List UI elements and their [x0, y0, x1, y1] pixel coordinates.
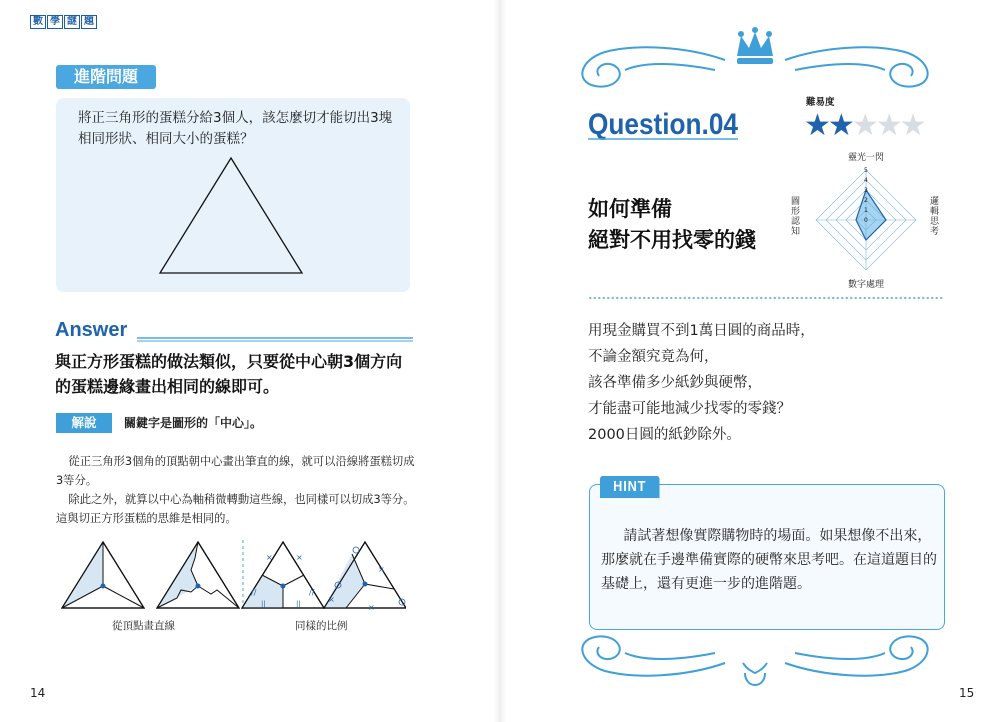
hint-text: 請試著想像實際購物時的場面。如果想像不出來，那麼就在手邊準備實際的硬幣來思考吧。在這道題目的基礎上，還有更進一步的進階題。 — [601, 528, 937, 592]
radar-scale-label: 2 — [864, 197, 868, 204]
triangle-diagram-3 — [242, 542, 324, 608]
diagram-caption: 同樣的比例 — [295, 620, 348, 632]
question-logo — [588, 98, 758, 142]
radar-scale-label: 1 — [864, 207, 868, 214]
advanced-question-text: 將正三角形的蛋糕分給3個人，該怎麼切才能切出3塊相同形狀、相同大小的蛋糕？ — [78, 110, 393, 147]
radar-axis-label: 靈光一閃 — [847, 153, 885, 163]
svg-text:×: × — [266, 553, 273, 562]
body-paragraph: 從正三角形3個角的頂點朝中心畫出筆直的線，就可以沿線將蛋糕切成3等分。 — [56, 455, 415, 487]
advanced-question-label: 進階問題 — [56, 65, 156, 89]
answer-logo — [55, 304, 415, 344]
radar-axis-label: 數字處理 — [847, 280, 885, 290]
solution-keyword: 關鍵字是圖形的「中心」。 — [124, 416, 263, 430]
difficulty-label: 難易度 — [806, 97, 835, 108]
radar-scale-label: 0 — [864, 217, 868, 224]
svg-text://: // — [309, 588, 315, 597]
page-number: 15 — [959, 686, 975, 700]
difficulty-stars — [804, 110, 924, 142]
question-text — [588, 318, 948, 448]
svg-text://: // — [251, 588, 257, 597]
series-tag-char: 謎 — [64, 15, 80, 29]
radar-scale-label: 4 — [864, 177, 868, 184]
radar-scale-label: 5 — [864, 167, 868, 174]
radar-scale-label: 3 — [864, 187, 868, 194]
question-line: 該各準備多少紙鈔與硬幣， — [588, 375, 762, 391]
svg-text:×: × — [296, 553, 303, 562]
answer-logo-text: Answer — [55, 319, 128, 341]
series-tag-char: 學 — [47, 15, 63, 29]
answer-title: 與正方形蛋糕的做法類似，只要從中心朝3個方向的蛋糕邊緣畫出相同的線即可。 — [55, 352, 403, 396]
cutting-diagrams — [56, 540, 406, 612]
body-paragraph: 除此之外，就算以中心為軸稍微轉動這些線，也同樣可以切成3等分。這與切正方形蛋糕的思維是相同的。 — [56, 493, 415, 525]
svg-text:×: × — [328, 595, 335, 604]
advanced-question-panel — [56, 98, 410, 292]
hint-label: HINT — [600, 476, 660, 498]
triangle-diagram-2 — [157, 542, 239, 608]
flourish-bottom — [565, 633, 945, 699]
crown-flourish-top — [565, 26, 945, 92]
series-tag-char: 數 — [30, 15, 46, 29]
triangle-cake-figure — [156, 156, 306, 276]
question-title-line: 絕對不用找零的錢 — [588, 228, 756, 252]
star-empty-icon: ★ — [875, 108, 900, 143]
question-line: 不論金額究竟為何， — [588, 349, 719, 365]
page-number: 14 — [30, 686, 46, 700]
question-line: 才能盡可能地減少找零的零錢？ — [588, 401, 791, 417]
radar-axis-label-right: 邏輯思考 — [930, 197, 940, 237]
star-filled-icon: ★ — [827, 108, 852, 143]
svg-text:||: || — [296, 600, 301, 608]
skills-radar-chart — [791, 150, 941, 290]
question-title — [588, 194, 756, 256]
dotted-divider — [588, 296, 944, 300]
svg-text:×: × — [378, 565, 385, 574]
series-tag — [30, 15, 98, 29]
series-tag-char: 題 — [81, 15, 97, 29]
star-filled-icon: ★ — [804, 108, 828, 143]
diagram-caption: 從頂點畫直線 — [112, 620, 175, 632]
solution-label: 解說 — [56, 413, 112, 433]
triangle-diagram-1 — [62, 542, 144, 608]
question-line: 用現金購買不到1萬日圓的商品時， — [588, 323, 815, 339]
left-page — [0, 0, 495, 722]
svg-text:||: || — [261, 600, 266, 608]
svg-text:×: × — [368, 603, 375, 612]
triangle-diagram-4 — [324, 542, 406, 612]
radar-value-area — [856, 190, 886, 240]
solution-body — [56, 452, 416, 528]
question-logo-text: Question.04 — [588, 108, 739, 141]
question-line: 2000日圓的紙鈔除外。 — [588, 427, 741, 443]
radar-axis-label-left: 圖形認知 — [791, 197, 801, 237]
star-empty-icon: ★ — [899, 108, 924, 143]
question-title-line: 如何準備 — [588, 197, 672, 221]
star-empty-icon: ★ — [851, 108, 876, 143]
right-page — [505, 0, 999, 722]
